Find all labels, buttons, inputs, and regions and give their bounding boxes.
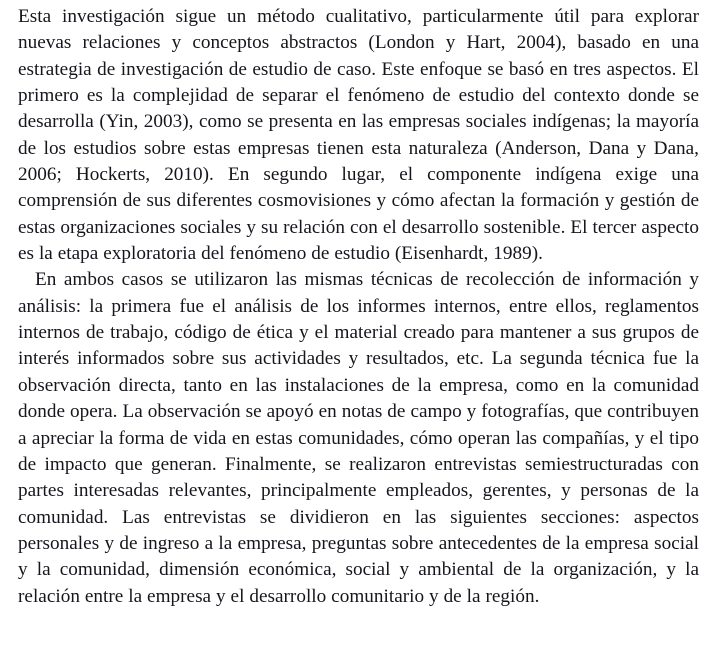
paragraph-1: Esta investigación sigue un método cualitativo, particularmente útil para explorar nuevas relaciones y conceptos abstractos (London y Hart, 2004), basado en una estrategia de investigación de estudio de caso. Este enfoque se basó en tres aspectos. El primero es la complejidad de separar el fenómeno de estudio del contexto donde se desarrolla (Yin, 2003), como se presenta en las empresas sociales indígenas; la mayoría de los estudios sobre estas empresas tienen esta naturaleza (Anderson, Dana y Dana, 2006; Hockerts, 2010). En segundo lugar, el componente indígena exige una comprensión de sus diferentes cosmovisiones y cómo afectan la formación y gestión de estas organizaciones sociales y su relación con el desarrollo sostenible. El tercer aspecto es la etapa exploratoria del fenómeno de estudio (Eisenhardt, 1989).: [18, 6, 699, 265]
paragraph-2: En ambos casos se utilizaron las mismas técnicas de recolección de información y análisis: la primera fue el análisis de los informes internos, entre ellos, reglamentos internos de trabajo, código de ética y el material creado para mantener a sus grupos de interés informados sobre sus actividades y resultados, etc. La segunda técnica fue la observación directa, tanto en las instalaciones de la empresa, como en la comunidad donde opera. La observación se apoyó en notas de campo y fotografías, que contribuyen a apreciar la forma de vida en estas comunidades, cómo operan las compañías, y el tipo de impacto que generan. Finalmente, se realizaron entrevistas semiestructuradas con partes interesadas relevantes, principalmente empleados, gerentes, y personas de la comunidad. Las entrevistas se dividieron en las siguientes secciones: aspectos personales y de ingreso a la empresa, preguntas sobre antecedentes de la empresa social y la comunidad, dimensión económica, social y ambiental de la organización, y la relación entre la empresa y el desarrollo comunitario y de la región.: [18, 269, 699, 607]
